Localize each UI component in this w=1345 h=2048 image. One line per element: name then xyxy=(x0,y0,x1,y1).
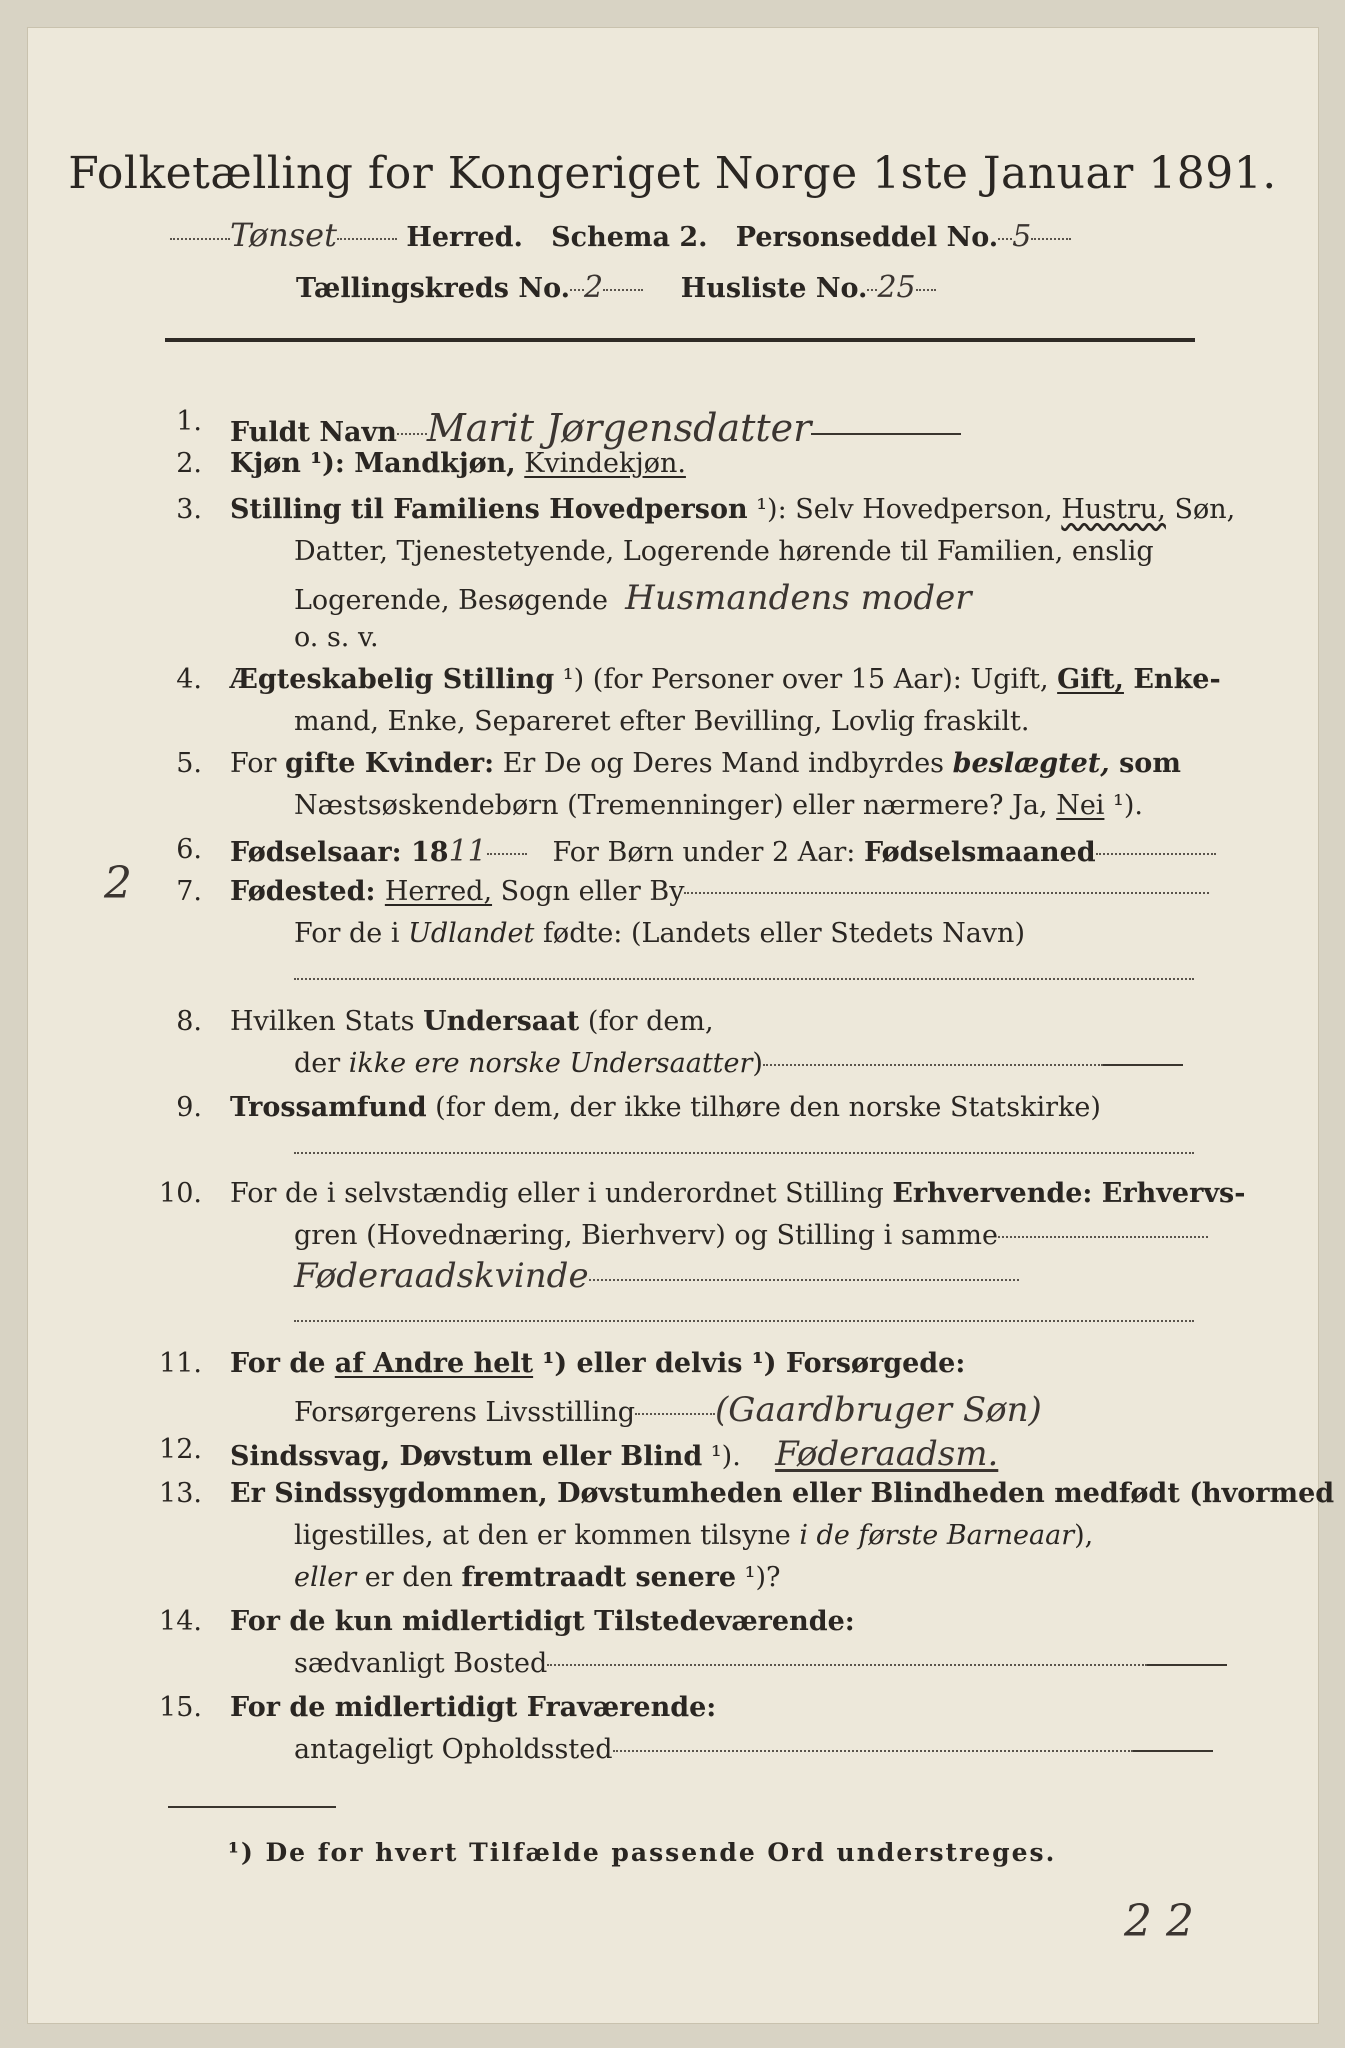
q13-line1 xyxy=(230,1478,1334,1509)
q15-line2-text: antageligt Opholdssted xyxy=(294,1734,613,1765)
husliste-label: Husliste No. xyxy=(680,273,868,304)
q5-label: gifte Kvinder: xyxy=(285,748,495,779)
q13-text-c: (hvormed xyxy=(1179,1478,1335,1509)
q13-label: Er Sindssygdommen, Døvstumheden eller Blindheden xyxy=(230,1478,1055,1509)
header-kreds-row xyxy=(296,270,936,305)
q8-line2-b: ikke ere norske Undersaatter xyxy=(348,1048,753,1079)
q11-number: 11. xyxy=(159,1348,202,1379)
q7-line2-c: fødte: (Landets eller Stedets Navn) xyxy=(534,918,1025,949)
q10-answer-line[interactable] xyxy=(294,1304,1194,1335)
q13-number: 13. xyxy=(159,1478,202,1509)
q13-line2-a: ligestilles, at den er kommen tilsyne xyxy=(294,1520,800,1551)
q9-row xyxy=(230,1092,1101,1123)
q11-line2-text: Forsørgerens Livsstilling xyxy=(294,1397,636,1428)
q6-label: Fødselsaar: 18 xyxy=(230,837,449,868)
q14-line1: For de kun midlertidigt Tilstedeværende: xyxy=(230,1606,855,1637)
q9-text: (for dem, der ikke tilhøre den norske Statskirke) xyxy=(426,1092,1101,1123)
q3-line2: Datter, Tjenestetyende, Logerende hørende til Familien, enslig xyxy=(294,536,1154,567)
q6-birth-year-value[interactable]: 11 xyxy=(448,834,487,869)
q14-line2 xyxy=(294,1648,1227,1679)
herred-label: Herred. xyxy=(406,222,523,253)
q7-label-b: Sogn eller By xyxy=(492,876,685,907)
q7-answer-line[interactable] xyxy=(294,962,1194,993)
q1-label: Fuldt Navn xyxy=(230,417,397,448)
q5-text-a: For xyxy=(230,748,286,779)
q8-line1 xyxy=(230,1006,714,1037)
q11-option-af-andre-helt[interactable]: af Andre helt xyxy=(334,1348,534,1379)
q10-answer-row xyxy=(294,1256,1019,1296)
q10-number: 10. xyxy=(159,1178,202,1209)
q2-option-kvindekjon[interactable]: Kvindekjøn. xyxy=(524,448,686,479)
q9-label: Trossamfund xyxy=(230,1092,427,1123)
q7-line2-a: For de i xyxy=(294,918,409,949)
personseddel-label: Personseddel No. xyxy=(735,222,999,253)
q2-row xyxy=(230,448,686,479)
q13-line3 xyxy=(294,1562,780,1593)
q5-text-c: Er De og Deres Mand indbyrdes xyxy=(494,748,953,779)
q12-value[interactable]: Føderaadsm. xyxy=(775,1434,999,1474)
q8-line2-a: der xyxy=(294,1048,349,1079)
q13-line3-a: eller xyxy=(294,1562,357,1593)
q3-label: Stilling til Familiens Hovedperson xyxy=(230,494,748,525)
q4-options-a: ¹) (for Personer over 15 Aar): Ugift, xyxy=(554,664,1058,695)
q8-text-c: (for dem, xyxy=(579,1006,714,1037)
q10-line2 xyxy=(294,1220,1208,1251)
q3-line3-text: Logerende, Besøgende xyxy=(294,585,608,616)
q3-value[interactable]: Husmandens moder xyxy=(625,578,972,618)
q8-line2 xyxy=(294,1048,1183,1079)
q1-row xyxy=(230,406,961,450)
footnote-rule xyxy=(168,1806,336,1808)
q6-row xyxy=(230,834,1216,869)
q5-option-nei[interactable]: Nei xyxy=(1056,790,1105,821)
q4-number: 4. xyxy=(176,664,202,695)
q6-number: 6. xyxy=(176,834,202,865)
q11-text-c: ¹) eller delvis ¹) xyxy=(533,1348,786,1379)
q10-value[interactable]: Føderaadskvinde xyxy=(294,1256,589,1296)
q8-label: Undersaat xyxy=(423,1006,580,1037)
herred-value[interactable]: Tønset xyxy=(230,216,337,254)
q3-number: 3. xyxy=(176,494,202,525)
q9-answer-line[interactable] xyxy=(294,1136,1194,1167)
q13-line2-b: i de første Barneaar xyxy=(799,1520,1075,1551)
q3-line4: o. s. v. xyxy=(294,622,379,653)
header-herred-row xyxy=(170,216,1071,254)
q13-line2-c: ), xyxy=(1074,1520,1094,1551)
personseddel-value[interactable]: 5 xyxy=(1012,219,1032,254)
q4-line1 xyxy=(230,664,1221,695)
q5-text-d: beslægtet, xyxy=(952,748,1110,779)
q12-number: 12. xyxy=(159,1434,202,1465)
q10-label: Erhvervende: xyxy=(892,1178,1093,1209)
q13-line3-c: fremtraadt senere xyxy=(461,1562,737,1593)
header-divider xyxy=(165,338,1195,342)
q11-value[interactable]: (Gaardbruger Søn) xyxy=(715,1390,1042,1430)
q3-options-b: Søn, xyxy=(1165,494,1236,525)
q5-number: 5. xyxy=(176,748,202,779)
form-title: Folketælling for Kongeriget Norge 1ste Januar 1891. xyxy=(68,148,1277,199)
q11-line1 xyxy=(230,1348,965,1379)
q1-full-name-value[interactable]: Marit Jørgensdatter xyxy=(426,406,812,450)
q7-number: 7. xyxy=(176,876,202,907)
q14-line2-text: sædvanligt Bosted xyxy=(294,1648,548,1679)
q10-text-c: Erhvervs- xyxy=(1092,1178,1246,1209)
q5-line1 xyxy=(230,748,1181,779)
q10-text-a: For de i selvstændig eller i underordnet Stilling xyxy=(230,1178,893,1209)
kreds-value[interactable]: 2 xyxy=(584,270,604,305)
q15-line2 xyxy=(294,1734,1213,1765)
q3-line1 xyxy=(230,494,1235,525)
q10-line2-text: gren (Hovednæring, Bierhverv) og Stilling i samme xyxy=(294,1220,999,1251)
q14-number: 14. xyxy=(159,1606,202,1637)
q12-label-b: ¹). xyxy=(702,1441,741,1472)
q2-number: 2. xyxy=(176,448,202,479)
q3-option-hustru[interactable]: Hustru, xyxy=(1061,494,1166,525)
q11-text-a: For de xyxy=(230,1348,335,1379)
q13-line3-d: ¹)? xyxy=(736,1562,781,1593)
q5-line2-end: ¹). xyxy=(1104,790,1143,821)
q13-line2 xyxy=(294,1520,1093,1551)
q8-text-a: Hvilken Stats xyxy=(230,1006,424,1037)
footnote: ¹) De for hvert Tilfælde passende Ord understreges. xyxy=(228,1838,1057,1867)
q3-line3 xyxy=(294,578,971,618)
q7-line2-b: Udlandet xyxy=(408,918,535,949)
kreds-label: Tællingskreds No. xyxy=(296,273,571,304)
q13-text-b: medfødt xyxy=(1054,1478,1180,1509)
q10-line1 xyxy=(230,1178,1245,1209)
q5-text-e: som xyxy=(1109,748,1181,779)
q11-label: Forsørgede: xyxy=(785,1348,966,1379)
q4-line2: mand, Enke, Separeret efter Bevilling, Lovlig fraskilt. xyxy=(294,706,1030,737)
q5-line2 xyxy=(294,790,1143,821)
q15-number: 15. xyxy=(159,1692,202,1723)
q13-line3-b: er den xyxy=(356,1562,462,1593)
q12-row xyxy=(230,1434,998,1474)
q4-option-gift[interactable]: Gift, xyxy=(1057,664,1124,695)
q11-line2 xyxy=(294,1390,1042,1430)
husliste-value[interactable]: 25 xyxy=(877,270,916,305)
q6-label2: For Børn under 2 Aar: xyxy=(552,837,864,868)
q3-options-a: ¹): Selv Hovedperson, xyxy=(747,494,1062,525)
corner-note: 2 2 xyxy=(1124,1896,1194,1947)
q7-margin-note: 2 xyxy=(104,858,132,909)
q8-line2-c: ) xyxy=(752,1048,763,1079)
q7-option-herred[interactable]: Herred, xyxy=(384,876,493,907)
q8-number: 8. xyxy=(176,1006,202,1037)
q4-label: Ægteskabelig Stilling xyxy=(230,664,555,695)
q9-number: 9. xyxy=(176,1092,202,1123)
q7-line2 xyxy=(294,918,1025,949)
q7-row xyxy=(230,876,1209,907)
q7-label: Fødested: xyxy=(230,876,385,907)
q1-number: 1. xyxy=(176,406,202,437)
q4-options-b: Enke- xyxy=(1123,664,1221,695)
q12-label: Sindssvag, Døvstum eller Blind xyxy=(230,1441,703,1472)
q5-line2-text: Næstsøskendebørn (Tremenninger) eller nærmere? Ja, xyxy=(294,790,1057,821)
q2-label: Kjøn ¹): Mandkjøn, xyxy=(230,448,516,479)
schema-label: Schema 2. xyxy=(551,222,708,253)
q6-label3: Fødselsmaaned xyxy=(863,837,1096,868)
q15-line1: For de midlertidigt Fraværende: xyxy=(230,1692,717,1723)
